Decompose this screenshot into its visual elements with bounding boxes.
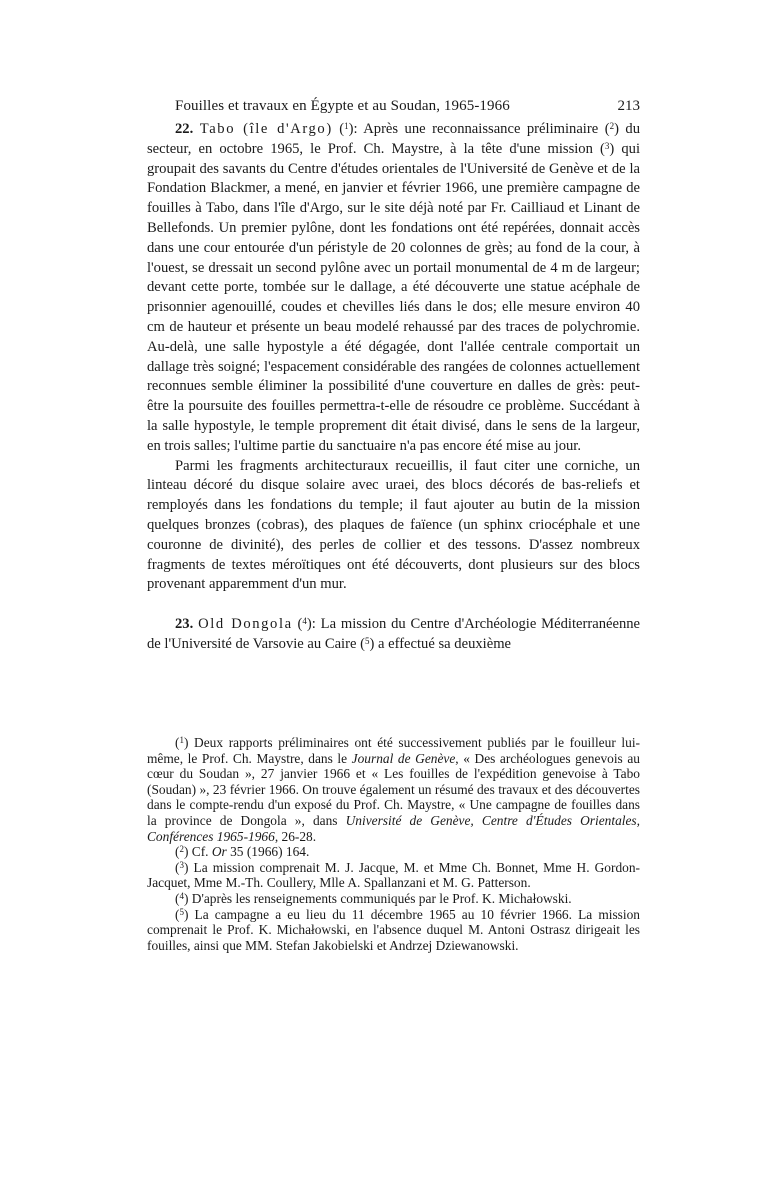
text-run: 35 (1966) 164. <box>226 844 310 860</box>
footnote-ref: 2 <box>609 121 615 131</box>
text-run: , « Des archéologues genevois au cœur du Soudan », 27 janvier 1966 et « Les fouilles de l'expédition genevoise à Tabo (Soudan) », 23 février 1966. On trouve également un résumé des travaux et des découvertes dans le compte-rendu d'un exposé du Prof. Ch. Maystre, « Une campagne de fouilles dans la province de Dongola », dans <box>147 750 640 828</box>
section-22-paragraph-1: 22. Tabo (île d'Argo) ($^1$): Après une reconnaissance préliminaire ($^2$) du secteur, en octobre 1965, le Prof. Ch. Maystre, à la tête d'une mission ($^3$) qui groupait des savants du Centre d'études orientales de l'Université de Genève et de la Fondation Blackmer, a mené, en janvier et février 1966, une première campagne de fouilles à Tabo, dans l'île d'Argo, sur le site déjà noté par Fr. Cailliaud et Linant de Bellefonds. Un premier pylône, dont les fondations ont été repérées, donnait accès dans une cour entourée d'un péristyle de 20 colonnes de grès; au fond de la cour, à l'ouest, se dressait un second pylône avec un portail monumental de 4 m de largeur; devant cette porte, tombée sur le dallage, a été découverte une statue acéphale de prisonnier agenouillé, coudes et chevilles liés dans le dos; elle mesure environ 40 cm de hauteur et présente un beau modelé rehaussé par des traces de polychromie. Au-delà, une salle hypostyle a été dégagée, dont l'allée centrale comportait un dallage très soigné; l'espacement considérable des rangées de colonnes actuellement reconnues semble éliminer la possibilité d'une couverture en dalles de grès: peut-être la poursuite des fouilles permettra-t-elle de résoudre ce problème. Succédant à la salle hypostyle, le temple proprement dit était divisé, dans le sens de la largeur, en trois salles; l'ultime partie du sanctuaire n'a pas encore été mise au jour. <box>147 121 640 454</box>
footnote-mark: 3 <box>179 859 184 870</box>
footnotes <box>147 735 640 953</box>
text-run: a effectué sa deuxième <box>374 635 512 652</box>
footnote-5: ($^5$) La campagne a eu lieu du 11 décembre 1965 au 10 février 1966. La mission comprenait le Prof. K. Michałowski, en l'absence duquel M. Antoni Ostrasz dirigeait les fouilles, ainsi que MM. Stefan Jakobielski et Andrzej Dziewanowski. <box>147 906 640 953</box>
main-text <box>147 120 640 655</box>
text-run: : Après une reconnaissance préliminaire <box>353 121 605 137</box>
section-number: 22. <box>175 121 194 137</box>
text-run: La mission comprenait M. J. Jacque, M. et Mme Ch. Bonnet, Mme H. Gordon-Jacquet, Mme M.-Th. Coullery, Mlle A. Spallanzani et M. G. Patterson. <box>147 859 640 891</box>
section-number: 23. <box>175 616 194 633</box>
section-23-paragraph-1: 23. Old Dongola ($^4$): La mission du Centre d'Archéologie Méditerranéenne de l'Université de Varsovie au Caire ($^5$) a effectué sa deuxième <box>147 616 641 652</box>
text-run: : La mission du Centre d'Archéologie Méditerranéenne de l'Université de Varsovie au Caire <box>147 616 641 652</box>
footnote-ref: 1 <box>344 121 349 131</box>
text-run: D'après les renseignements communiqués par le Prof. K. Michałowski. <box>188 890 572 906</box>
footnote-ref: 3 <box>604 140 610 151</box>
footnote-mark: 2 <box>179 844 184 855</box>
journal-title: Journal de Genève <box>351 750 456 766</box>
publication-title: Université de Genève, Centre d'Études Orientales, Conférences 1965-1966 <box>147 812 640 844</box>
footnote-mark: 5 <box>179 906 184 917</box>
journal-title: Or <box>211 844 227 860</box>
text-run: , 26-28. <box>274 828 317 844</box>
footnote-1: ($^1$) Deux rapports préliminaires ont été successivement publiés par le fouilleur lui-même, le Prof. Ch. Maystre, dans le Journal de Genève, « Des archéologues genevois au cœur du Soudan », 27 janvier 1966 et « Les fouilles de l'expédition genevoise à Tabo (Soudan) », 23 février 1966. On trouve également un résumé des travaux et des découvertes dans le compte-rendu d'un exposé du Prof. Ch. Maystre, « Une campagne de fouilles dans la province de Dongola », dans Université de Genève, Centre d'Études Orientales, Conférences 1965-1966, 26-28. <box>147 735 640 844</box>
text-run: du secteur, en octobre 1965, le Prof. Ch. Maystre, à la tête d'une mission <box>147 121 640 157</box>
text-run: qui groupait des savants du Centre d'études orientales de l'Université de Genève et de la Fondation Blackmer, a mené, en janvier et février 1966, une première campagne de fouilles à Tabo, dans l'île d'Argo, sur le site déjà noté par Fr. Cailliaud et Linant de Bellefonds. Un premier pylône, dont les fondations ont été repérées, donnait accès dans une cour entourée d'un péristyle de 20 colonnes de grès; au fond de la cour, à l'ouest, se dressait un second pylône avec un portail monumental de 4 m de largeur; devant cette porte, tombée sur le dallage, a été découverte une statue acéphale de prisonnier agenouillé, coudes et chevilles liés dans le dos; elle mesure environ 40 cm de hauteur et présente un beau modelé rehaussé par des traces de polychromie. Au-delà, une salle hypostyle a été dégagée, dont l'allée centrale comportait un dallage très soigné; l'espacement considérable des rangées de colonnes actuellement reconnues semble éliminer la possibilité d'une couverture en dalles de grès: peut-être la poursuite des fouilles permettra-t-elle de résoudre ce problème. Succédant à la salle hypostyle, le temple proprement dit était divisé, dans le sens de la largeur, en trois salles; l'ultime partie du sanctuaire n'a pas encore été mise au jour. <box>147 140 640 454</box>
footnote-mark: 1 <box>179 735 184 745</box>
footnote-3: ($^3$) La mission comprenait M. J. Jacque, M. et Mme Ch. Bonnet, Mme H. Gordon-Jacquet, Mme M.-Th. Coullery, Mlle A. Spallanzani et M. G. Patterson. <box>147 859 640 891</box>
text-run: Deux rapports préliminaires ont été successivement publiés par le fouilleur lui-même, le Prof. Ch. Maystre, dans le <box>147 735 640 766</box>
footnote-4: ($^4$) D'après les renseignements communiqués par le Prof. K. Michałowski. <box>175 890 572 906</box>
footnote-mark: 4 <box>179 890 184 901</box>
text-run: Cf. <box>188 844 212 860</box>
site-name: Tabo (île d'Argo) <box>199 121 333 137</box>
footnote-ref: 4 <box>302 616 307 627</box>
running-title: Fouilles et travaux en Égypte et au Soudan, 1965-1966 <box>175 98 510 114</box>
section-22-paragraph-2: Parmi les fragments architecturaux recueillis, il faut citer une corniche, un linteau décoré du disque solaire avec uraei, des blocs décorés de bas-reliefs et remployés dans les fondations du temple; il faut ajouter au butin de la mission quelques bronzes (cobras), des plaques de faïence (un sphinx criocéphale et une couronne de divinité), des perles de collier et des tessons. D'assez nombreux fragments de textes méroïtiques ont été découverts, dont plusieurs sur des blocs provenant apparemment d'un mur. <box>147 457 640 593</box>
footnote-ref: 5 <box>364 635 370 646</box>
footnote-2: ($^2$) Cf. Or 35 (1966) 164. <box>175 844 310 860</box>
page-number: 213 <box>617 98 640 114</box>
text-run: La campagne a eu lieu du 11 décembre 1965 au 10 février 1966. La mission comprenait le Prof. K. Michałowski, en l'absence duquel M. Antoni Ostrasz dirigeait les fouilles, ainsi que MM. Stefan Jakobielski et Andrzej Dziewanowski. <box>147 906 640 953</box>
page-body <box>147 96 640 655</box>
site-name: Old Dongola <box>198 616 293 633</box>
running-header <box>175 96 640 120</box>
